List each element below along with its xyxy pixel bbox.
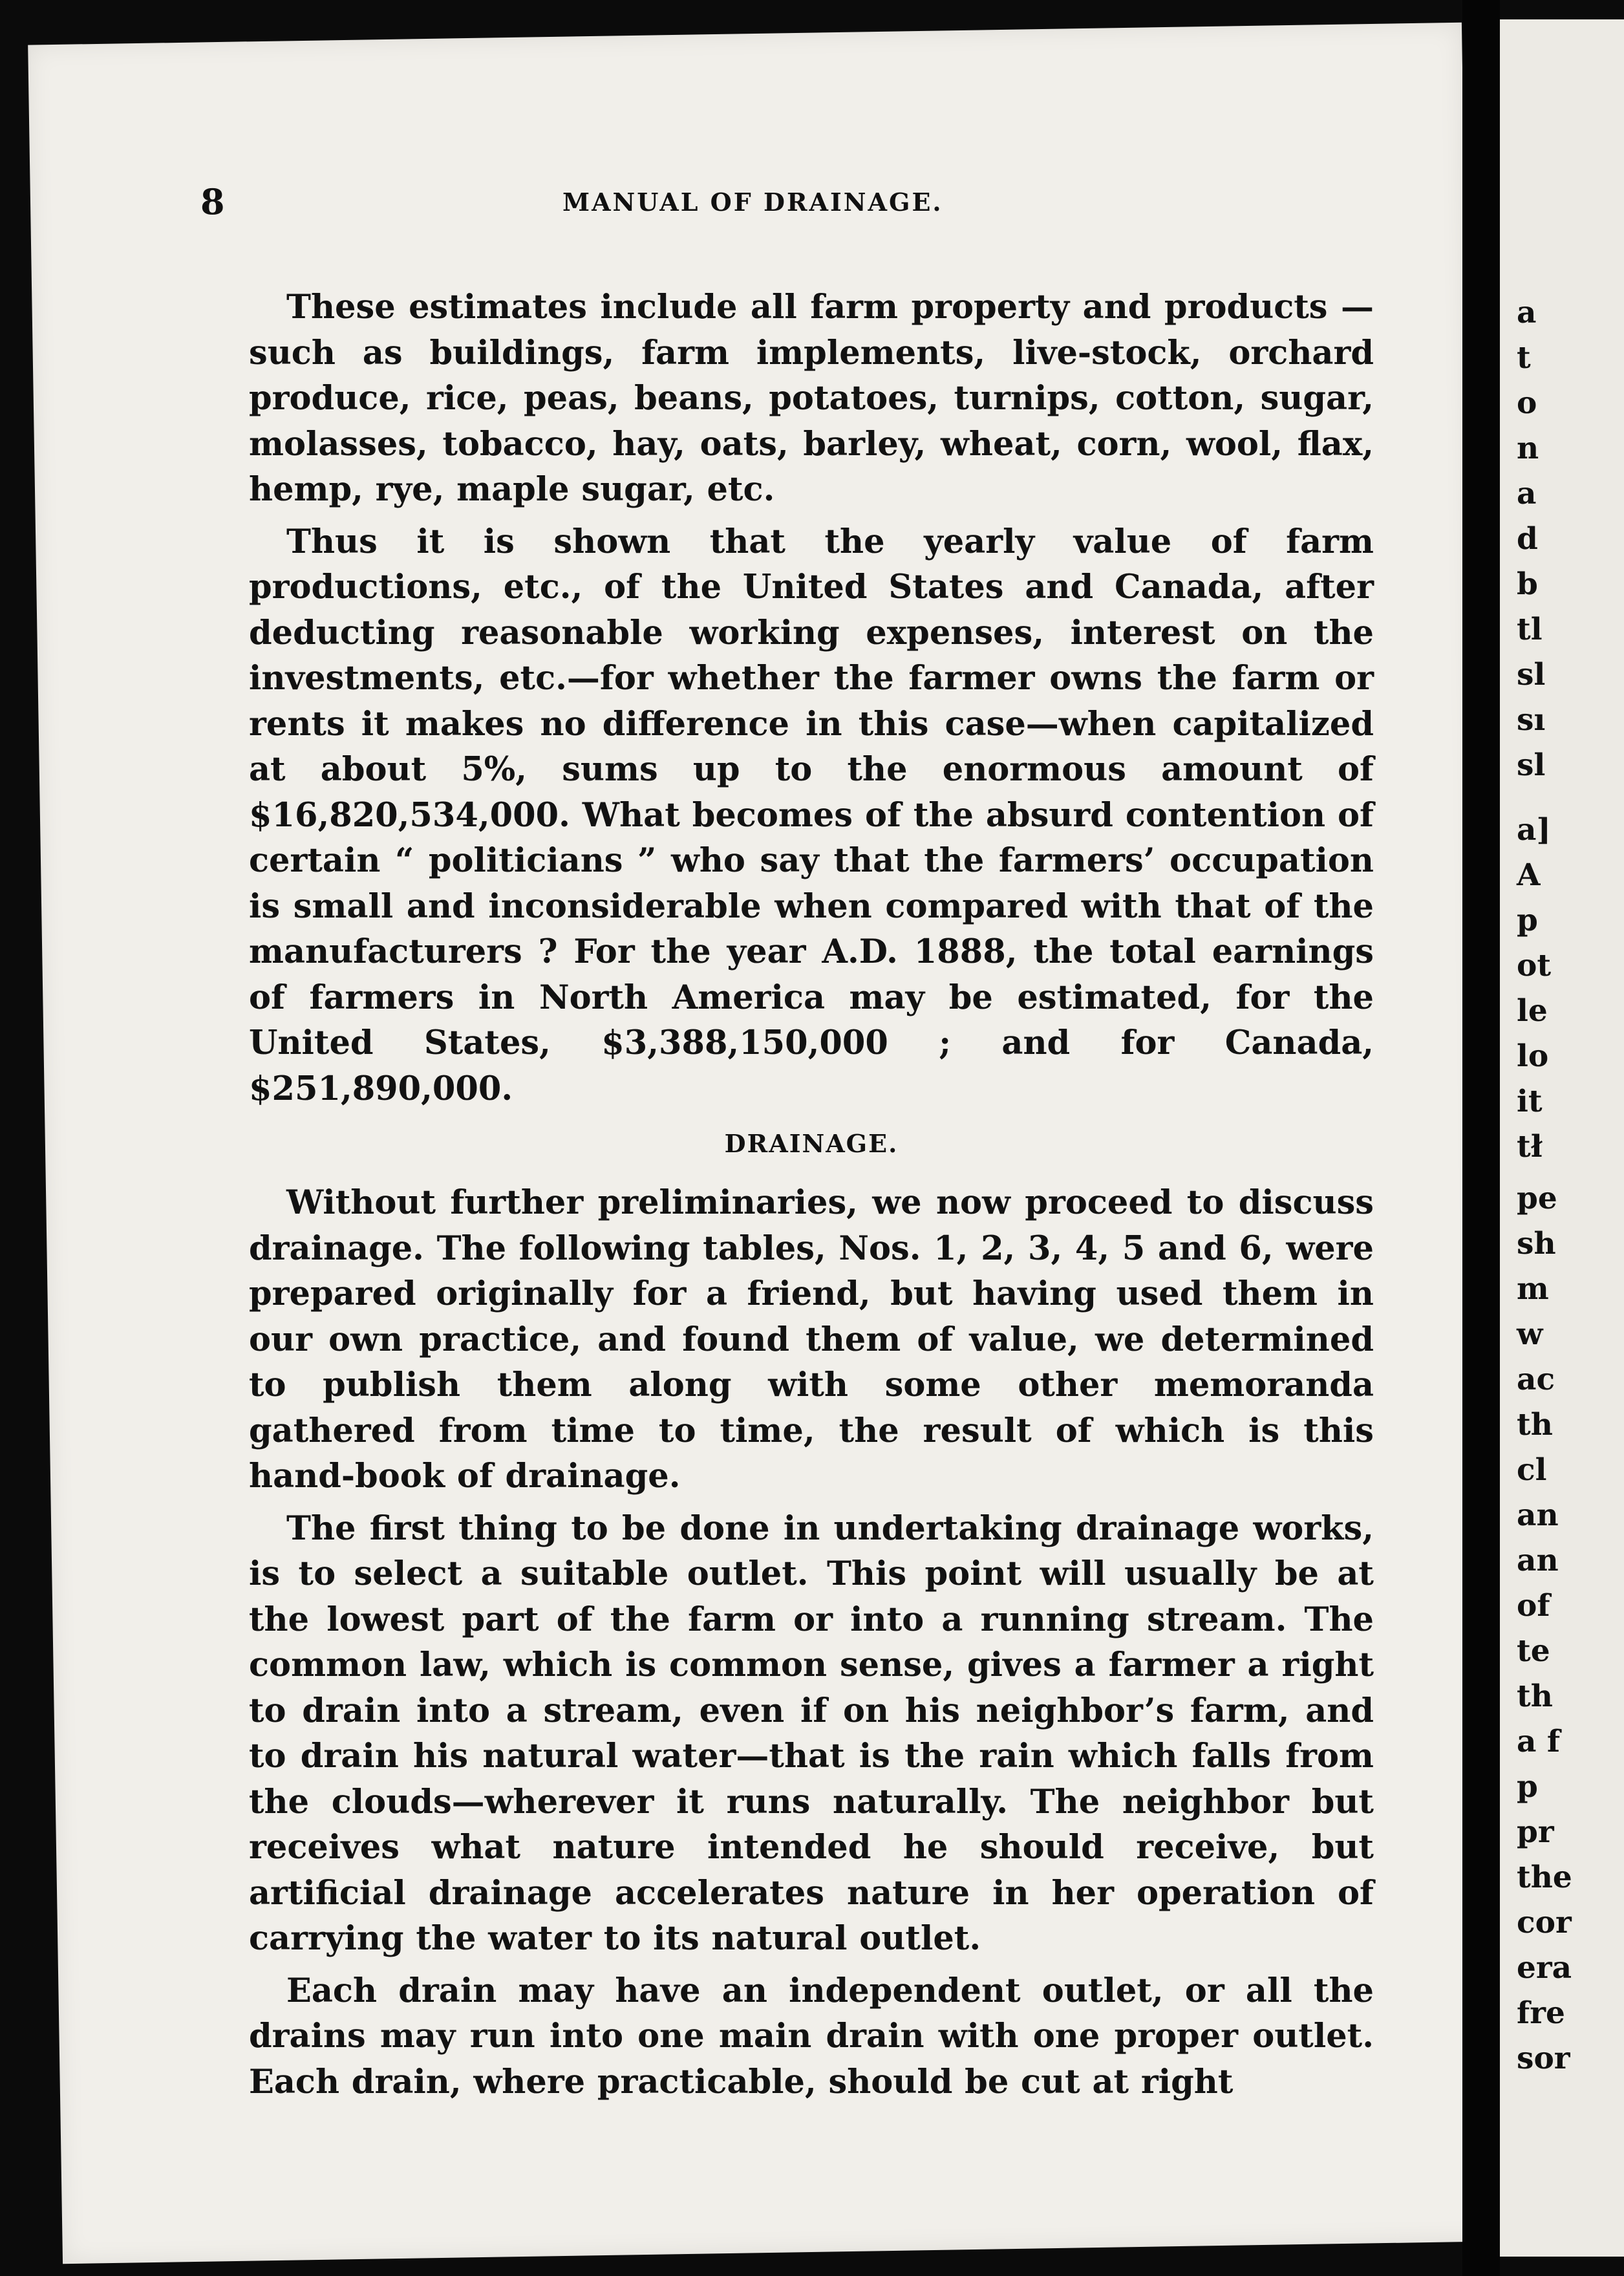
- facing-page-fragment: te: [1517, 1633, 1550, 1669]
- facing-page-fragment: era: [1517, 1950, 1572, 1986]
- facing-page-fragment: ot: [1517, 948, 1552, 983]
- facing-page-fragment: w: [1517, 1316, 1543, 1352]
- facing-page-fragment: n: [1517, 431, 1539, 466]
- paragraph: Each drain may have an independent outlet, or all the drains may run into one main drain with one proper outlet. Each drain, where practicable, should be cut at right: [249, 1971, 1374, 2101]
- facing-page-fragment: lo: [1517, 1038, 1549, 1074]
- facing-page-fragment: a: [1517, 295, 1537, 330]
- facing-page-fragment: th: [1517, 1679, 1553, 1714]
- facing-page-fragment: d: [1517, 521, 1538, 557]
- facing-page-edge: [1500, 19, 1624, 2257]
- running-title: MANUAL OF DRAINAGE.: [562, 188, 943, 217]
- facing-page-fragment: sl: [1517, 657, 1546, 692]
- facing-page-fragment: m: [1517, 1271, 1549, 1307]
- facing-page-fragment: tl: [1517, 612, 1543, 647]
- paragraph: Without further preliminaries, we now proceed to discuss drainage. The following tables, Nos. 1, 2, 3, 4, 5 and 6, were prepared originally for a friend, but having used them in our own practice, and found them of value, we determined to publish them along with some other memoranda gathered from time to time, the result of which is this hand-book of drainage.: [249, 1183, 1374, 1496]
- paragraph: The first thing to be done in undertaking drainage works, is to select a suitable outlet. This point will usually be at the lowest part of the farm or into a running stream. The common law, which is common sense, gives a farmer a right to drain into a stream, even if on his neighbor’s farm, and to drain his natural water—that is the rain which falls from the clouds—wherever it runs naturally. The neighbor but receives what nature intended he should receive, but artificial drainage accelerates nature in her operation of carrying the water to its natural outlet.: [249, 1508, 1374, 1958]
- facing-page-fragment: an: [1517, 1498, 1559, 1533]
- facing-page-fragment: t: [1517, 340, 1531, 376]
- facing-page-fragment: a]: [1517, 812, 1551, 848]
- facing-page-fragment: le: [1517, 993, 1548, 1029]
- facing-page-fragment: the: [1517, 1860, 1572, 1895]
- book-gutter: [1462, 0, 1500, 2276]
- facing-page-fragment: sh: [1517, 1226, 1556, 1261]
- facing-page-fragment: p: [1517, 1769, 1538, 1805]
- facing-page-fragment: sı: [1517, 702, 1546, 738]
- facing-page-fragment: cor: [1517, 1905, 1572, 1940]
- facing-page-fragment: sor: [1517, 2041, 1570, 2076]
- facing-page-fragment: pr: [1517, 1814, 1554, 1850]
- facing-page-fragment: b: [1517, 566, 1538, 602]
- paragraph: These estimates include all farm property and products —such as buildings, farm implements, live-stock, orchard produce, rice, peas, beans, potatoes, turnips, cotton, sugar, molasses, tobacco, hay, oats, barley, wheat, corn, wool, flax, hemp, rye, maple sugar, etc.: [249, 288, 1374, 509]
- paragraph: Thus it is shown that the yearly value of farm productions, etc., of the United States and Canada, after deducting reasonable working expenses, interest on the investments, etc.—for whether the farmer owns the farm or rents it makes no difference in this case—when capitalized at about 5%, sums up to the enormous amount of $16,820,534,000. What becomes of the absurd contention of certain “ politicians ” who say that the farmers’ occupation is small and inconsiderable when compared with that of the manufacturers ? For the year A.D. 1888, the total earnings of farmers in North America may be estimated, for the United States, $3,388,150,000 ; and for Canada, $251,890,000.: [249, 522, 1374, 1108]
- facing-page-fragment: it: [1517, 1084, 1543, 1119]
- facing-page-fragment: pe: [1517, 1181, 1557, 1216]
- facing-page-fragment: a: [1517, 476, 1537, 511]
- facing-page-fragment: fre: [1517, 1995, 1565, 2031]
- facing-page-fragment: an: [1517, 1543, 1559, 1578]
- facing-page-fragment: A: [1517, 857, 1541, 893]
- facing-page-fragment: o: [1517, 385, 1537, 421]
- facing-page-fragment: tł: [1517, 1129, 1543, 1165]
- facing-page-fragment: ac: [1517, 1362, 1555, 1397]
- facing-page-fragment: cl: [1517, 1452, 1547, 1488]
- facing-page-fragment: a f: [1517, 1724, 1561, 1759]
- page-body: [249, 284, 1374, 2111]
- facing-page-fragment: sl: [1517, 747, 1546, 783]
- page-number: 8: [200, 181, 225, 222]
- page-header: [200, 181, 1468, 226]
- facing-page-fragment: of: [1517, 1588, 1550, 1624]
- facing-page-fragment: p: [1517, 903, 1538, 938]
- section-heading: DRAINAGE.: [724, 1129, 899, 1158]
- facing-page-fragment: th: [1517, 1407, 1553, 1443]
